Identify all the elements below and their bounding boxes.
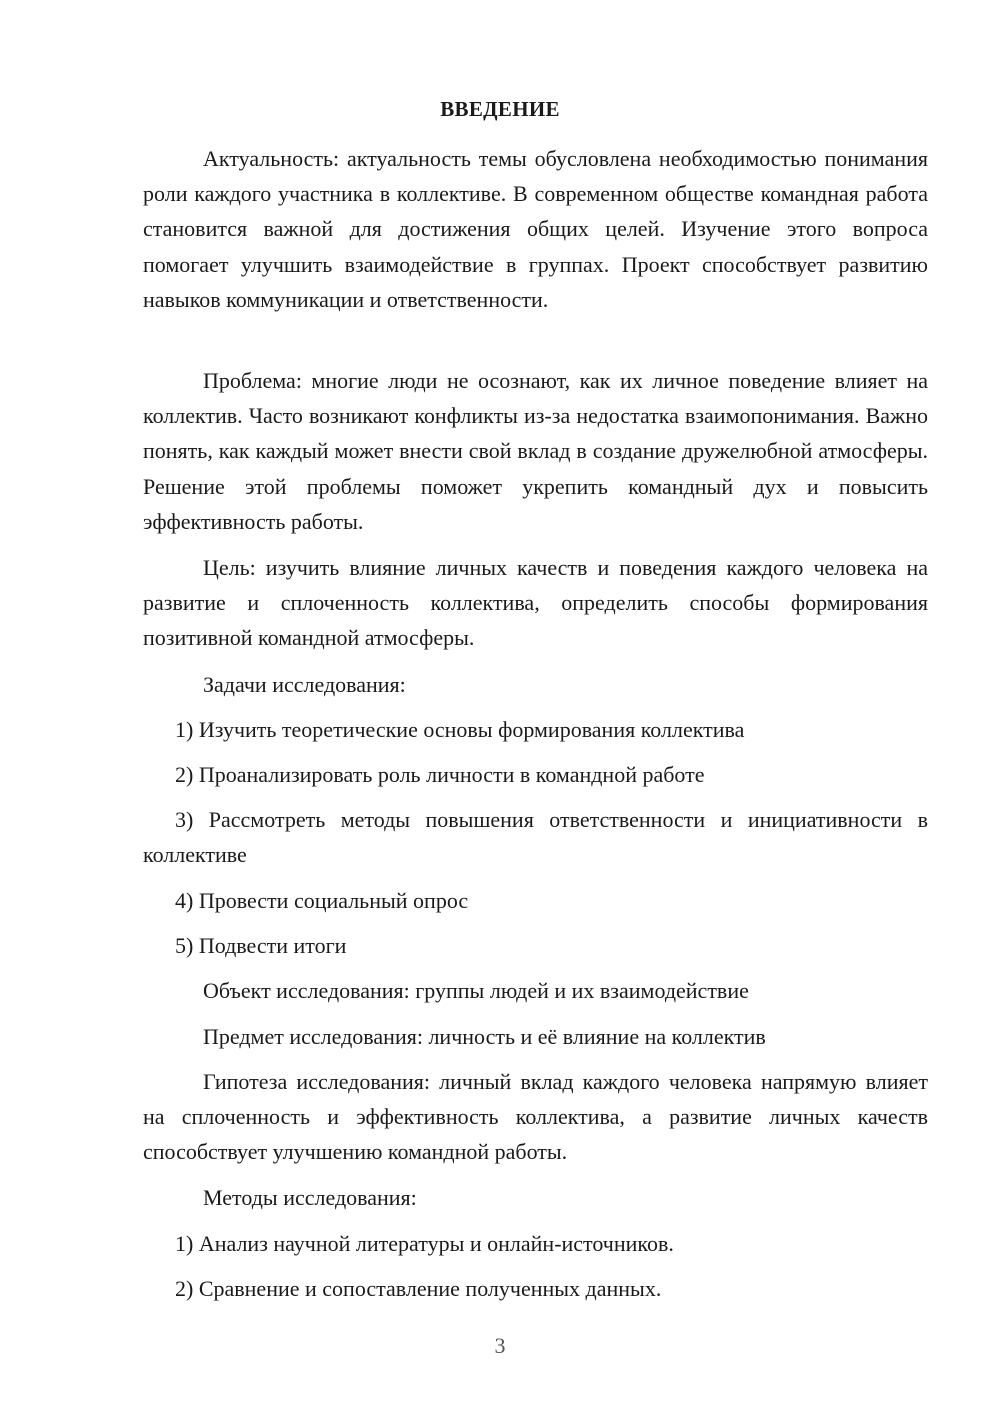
methods-heading: Методы исследования: (203, 1185, 417, 1210)
page-number: 3 (494, 1333, 506, 1358)
task-item-2: 2) Проанализировать роль личности в командной работе (175, 762, 705, 787)
subject-paragraph: Предмет исследования: личность и её влияние на коллектив (203, 1024, 766, 1049)
task-item-1: 1) Изучить теоретические основы формирования коллектива (175, 717, 745, 742)
page-title: ВВЕДЕНИЕ (440, 97, 560, 121)
problem-paragraph: Проблема: многие люди не осознают, как их личное поведение влияет на коллектив. Часто возникают конфликты из-за недостатка взаимопонимания. Важно понять, как каждый может внести свой вклад в создание дружелюбной атмосферы. Решение этой проблемы поможет укрепить командный дух и повысить эффективность работы. (143, 368, 928, 534)
task-item-5: 5) Подвести итоги (175, 933, 347, 958)
tasks-heading: Задачи исследования: (203, 672, 406, 697)
task-item-3: 3) Рассмотреть методы повышения ответственности и инициативности в коллективе (143, 807, 928, 868)
goal-paragraph: Цель: изучить влияние личных качеств и поведения каждого человека на развитие и сплоченность коллектива, определить способы формирования позитивной командной атмосферы. (143, 555, 928, 651)
object-paragraph: Объект исследования: группы людей и их взаимодействие (203, 978, 749, 1003)
method-item-2: 2) Сравнение и сопоставление полученных данных. (175, 1276, 662, 1301)
hypothesis-paragraph: Гипотеза исследования: личный вклад каждого человека напрямую влияет на сплоченность и эффективность коллектива, а развитие личных качеств способствует улучшению командной работы. (143, 1069, 928, 1165)
relevance-paragraph: Актуальность: актуальность темы обусловлена необходимостью понимания роли каждого участника в коллективе. В современном обществе командная работа становится важной для достижения общих целей. Изучение этого вопроса помогает улучшить взаимодействие в группах. Проект способствует развитию навыков коммуникации и ответственности. (143, 146, 928, 312)
method-item-1: 1) Анализ научной литературы и онлайн-источников. (175, 1231, 674, 1256)
task-item-4: 4) Провести социальный опрос (175, 888, 469, 913)
